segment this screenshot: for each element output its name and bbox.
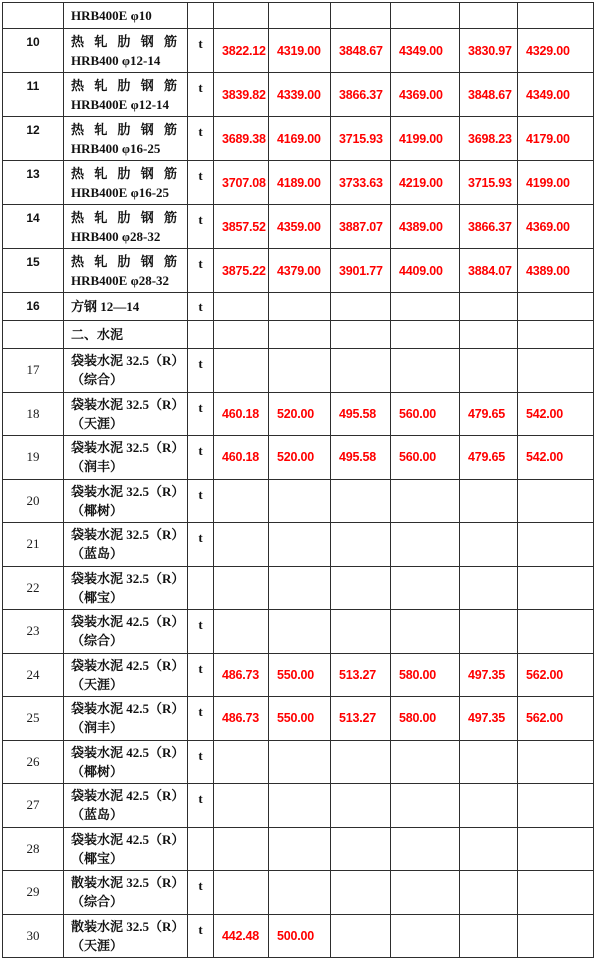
price-cell: 4319.00 bbox=[269, 29, 331, 73]
price-cell bbox=[518, 784, 594, 828]
unit-cell: t bbox=[188, 523, 214, 567]
material-name-line2: （椰树） bbox=[71, 763, 124, 779]
price-cell: 560.00 bbox=[391, 436, 460, 480]
table-row bbox=[3, 567, 594, 611]
price-cell bbox=[518, 480, 594, 524]
unit-cell: t bbox=[188, 205, 214, 249]
row-number: 12 bbox=[3, 117, 64, 161]
material-name bbox=[64, 915, 188, 958]
row-number: 19 bbox=[3, 436, 64, 480]
price-cell: 3848.67 bbox=[460, 73, 518, 117]
unit-cell: t bbox=[188, 117, 214, 161]
material-name-line1: 袋装水泥 42.5（R） bbox=[71, 701, 185, 717]
unit-cell: t bbox=[188, 293, 214, 321]
price-cell bbox=[460, 871, 518, 915]
material-name-line1: 袋装水泥 32.5（R） bbox=[71, 440, 185, 456]
table-row bbox=[3, 293, 594, 321]
price-cell bbox=[391, 741, 460, 785]
price-cell: 486.73 bbox=[214, 654, 269, 698]
material-name-line1: 袋装水泥 42.5（R） bbox=[71, 831, 185, 847]
material-name-line2: （天涯） bbox=[71, 937, 124, 953]
price-cell: 500.00 bbox=[269, 915, 331, 958]
table-row bbox=[3, 654, 594, 698]
unit-cell bbox=[188, 567, 214, 611]
row-number: 17 bbox=[3, 349, 64, 393]
price-cell bbox=[460, 3, 518, 29]
price-cell bbox=[391, 567, 460, 611]
material-name bbox=[64, 654, 188, 698]
price-cell: 3839.82 bbox=[214, 73, 269, 117]
table-row bbox=[3, 393, 594, 437]
price-cell: 3866.37 bbox=[331, 73, 391, 117]
price-cell bbox=[331, 480, 391, 524]
price-cell bbox=[518, 915, 594, 958]
table-row bbox=[3, 915, 594, 958]
price-cell: 3875.22 bbox=[214, 249, 269, 293]
row-number: 13 bbox=[3, 161, 64, 205]
material-name bbox=[64, 117, 188, 161]
table-row bbox=[3, 29, 594, 73]
material-name-line2: HRB400E φ12-14 bbox=[71, 96, 170, 112]
material-name bbox=[64, 3, 188, 29]
row-number: 21 bbox=[3, 523, 64, 567]
table-row bbox=[3, 321, 594, 349]
price-cell bbox=[331, 349, 391, 393]
material-name bbox=[64, 293, 188, 321]
row-number: 15 bbox=[3, 249, 64, 293]
price-cell: 3866.37 bbox=[460, 205, 518, 249]
row-number: 20 bbox=[3, 480, 64, 524]
material-name-line1: 袋装水泥 32.5（R） bbox=[71, 527, 185, 543]
price-cell bbox=[331, 321, 391, 349]
row-number: 27 bbox=[3, 784, 64, 828]
price-cell bbox=[518, 293, 594, 321]
table-row bbox=[3, 610, 594, 654]
price-cell: 3733.63 bbox=[331, 161, 391, 205]
table-row bbox=[3, 249, 594, 293]
price-cell: 4179.00 bbox=[518, 117, 594, 161]
price-cell bbox=[518, 321, 594, 349]
material-name bbox=[64, 436, 188, 480]
price-cell: 550.00 bbox=[269, 697, 331, 741]
price-cell: 4349.00 bbox=[518, 73, 594, 117]
price-cell bbox=[214, 871, 269, 915]
material-name bbox=[64, 567, 188, 611]
price-cell: 4389.00 bbox=[518, 249, 594, 293]
price-cell bbox=[269, 871, 331, 915]
table-row bbox=[3, 3, 594, 29]
price-cell bbox=[331, 871, 391, 915]
row-number: 10 bbox=[3, 29, 64, 73]
price-cell bbox=[391, 523, 460, 567]
material-name-line2: （蓝岛） bbox=[71, 546, 124, 562]
price-cell: 550.00 bbox=[269, 654, 331, 698]
row-number: 18 bbox=[3, 393, 64, 437]
price-cell: 580.00 bbox=[391, 654, 460, 698]
price-cell: 4329.00 bbox=[518, 29, 594, 73]
price-cell bbox=[214, 321, 269, 349]
price-cell bbox=[460, 293, 518, 321]
price-cell bbox=[518, 349, 594, 393]
material-name-line2: （天涯） bbox=[71, 415, 124, 431]
row-number: 26 bbox=[3, 741, 64, 785]
price-cell: 3689.38 bbox=[214, 117, 269, 161]
material-name-line1: 热 轧 肋 钢 筋 bbox=[71, 165, 178, 181]
price-cell bbox=[269, 828, 331, 872]
unit-cell: t bbox=[188, 249, 214, 293]
unit-cell: t bbox=[188, 436, 214, 480]
price-cell: 580.00 bbox=[391, 697, 460, 741]
material-name-line1: 热 轧 肋 钢 筋 bbox=[71, 33, 178, 49]
price-cell bbox=[460, 828, 518, 872]
material-name bbox=[64, 523, 188, 567]
price-cell: 542.00 bbox=[518, 393, 594, 437]
unit-cell bbox=[188, 3, 214, 29]
price-cell: 4169.00 bbox=[269, 117, 331, 161]
material-name-line2: （天涯） bbox=[71, 676, 124, 692]
price-cell bbox=[269, 567, 331, 611]
price-cell bbox=[391, 784, 460, 828]
price-cell: 3857.52 bbox=[214, 205, 269, 249]
unit-cell: t bbox=[188, 697, 214, 741]
material-name bbox=[64, 205, 188, 249]
material-name-line1: 热 轧 肋 钢 筋 bbox=[71, 209, 178, 225]
price-cell: 3884.07 bbox=[460, 249, 518, 293]
price-cell: 3848.67 bbox=[331, 29, 391, 73]
material-name-line1: 袋装水泥 42.5（R） bbox=[71, 657, 185, 673]
material-name-line2: （椰宝） bbox=[71, 589, 124, 605]
price-cell bbox=[269, 480, 331, 524]
material-name bbox=[64, 610, 188, 654]
price-cell: 495.58 bbox=[331, 436, 391, 480]
price-cell: 486.73 bbox=[214, 697, 269, 741]
material-name bbox=[64, 480, 188, 524]
unit-cell: t bbox=[188, 784, 214, 828]
price-cell bbox=[391, 3, 460, 29]
material-name bbox=[64, 741, 188, 785]
table-row bbox=[3, 117, 594, 161]
price-cell bbox=[460, 741, 518, 785]
price-cell: 442.48 bbox=[214, 915, 269, 958]
price-cell bbox=[391, 321, 460, 349]
price-cell bbox=[518, 828, 594, 872]
material-name bbox=[64, 29, 188, 73]
material-name-line2: （蓝岛） bbox=[71, 807, 124, 823]
price-cell: 495.58 bbox=[331, 393, 391, 437]
price-cell: 3887.07 bbox=[331, 205, 391, 249]
price-cell bbox=[331, 523, 391, 567]
material-name-line2: （综合） bbox=[71, 894, 124, 910]
price-cell: 4349.00 bbox=[391, 29, 460, 73]
row-number: 24 bbox=[3, 654, 64, 698]
price-cell: 562.00 bbox=[518, 654, 594, 698]
material-name-line1: 热 轧 肋 钢 筋 bbox=[71, 253, 178, 269]
unit-cell: t bbox=[188, 29, 214, 73]
price-cell bbox=[518, 741, 594, 785]
unit-cell bbox=[188, 828, 214, 872]
unit-cell: t bbox=[188, 349, 214, 393]
price-cell bbox=[391, 915, 460, 958]
material-name bbox=[64, 828, 188, 872]
material-name bbox=[64, 73, 188, 117]
price-cell: 479.65 bbox=[460, 393, 518, 437]
row-number: 14 bbox=[3, 205, 64, 249]
price-cell: 479.65 bbox=[460, 436, 518, 480]
table-row bbox=[3, 784, 594, 828]
price-cell bbox=[391, 871, 460, 915]
material-name-line1: 袋装水泥 32.5（R） bbox=[71, 570, 185, 586]
unit-cell: t bbox=[188, 871, 214, 915]
material-name-line1: 袋装水泥 32.5（R） bbox=[71, 353, 185, 369]
unit-cell: t bbox=[188, 741, 214, 785]
price-cell: 4369.00 bbox=[518, 205, 594, 249]
price-cell bbox=[214, 784, 269, 828]
price-cell bbox=[269, 293, 331, 321]
material-name-line1: 散装水泥 32.5（R） bbox=[71, 918, 185, 934]
price-cell bbox=[331, 741, 391, 785]
table-row bbox=[3, 697, 594, 741]
material-name-line2: （润丰） bbox=[71, 459, 124, 475]
material-name-line2: HRB400E φ16-25 bbox=[71, 184, 170, 200]
price-cell bbox=[391, 293, 460, 321]
price-cell bbox=[214, 293, 269, 321]
table-row bbox=[3, 480, 594, 524]
price-cell bbox=[460, 480, 518, 524]
price-cell: 3822.12 bbox=[214, 29, 269, 73]
material-name bbox=[64, 349, 188, 393]
row-number: 30 bbox=[3, 915, 64, 958]
price-cell bbox=[518, 871, 594, 915]
unit-cell: t bbox=[188, 654, 214, 698]
price-cell bbox=[331, 784, 391, 828]
material-name-line1: 袋装水泥 42.5（R） bbox=[71, 744, 185, 760]
material-name-line2: （椰树） bbox=[71, 502, 124, 518]
price-cell: 4199.00 bbox=[518, 161, 594, 205]
material-name bbox=[64, 393, 188, 437]
price-cell: 4409.00 bbox=[391, 249, 460, 293]
price-cell bbox=[391, 349, 460, 393]
unit-cell: t bbox=[188, 393, 214, 437]
price-cell: 513.27 bbox=[331, 697, 391, 741]
price-cell: 3715.93 bbox=[460, 161, 518, 205]
material-name-line2: （椰宝） bbox=[71, 850, 124, 866]
price-cell bbox=[214, 828, 269, 872]
row-number: 28 bbox=[3, 828, 64, 872]
price-cell: 513.27 bbox=[331, 654, 391, 698]
row-number: 16 bbox=[3, 293, 64, 321]
unit-cell: t bbox=[188, 73, 214, 117]
price-cell bbox=[214, 3, 269, 29]
price-cell bbox=[391, 828, 460, 872]
unit-cell: t bbox=[188, 915, 214, 958]
table-row bbox=[3, 205, 594, 249]
price-cell: 520.00 bbox=[269, 436, 331, 480]
material-name-line1: 袋装水泥 42.5（R） bbox=[71, 788, 185, 804]
price-cell bbox=[214, 349, 269, 393]
material-name bbox=[64, 871, 188, 915]
price-cell bbox=[269, 349, 331, 393]
unit-cell bbox=[188, 321, 214, 349]
row-number: 25 bbox=[3, 697, 64, 741]
price-cell bbox=[331, 567, 391, 611]
row-number: 29 bbox=[3, 871, 64, 915]
price-cell: 4369.00 bbox=[391, 73, 460, 117]
price-cell: 4389.00 bbox=[391, 205, 460, 249]
price-cell bbox=[391, 610, 460, 654]
price-cell: 4189.00 bbox=[269, 161, 331, 205]
material-name bbox=[64, 697, 188, 741]
price-cell bbox=[518, 523, 594, 567]
material-name-line1: 袋装水泥 42.5（R） bbox=[71, 614, 185, 630]
price-cell: 542.00 bbox=[518, 436, 594, 480]
material-name-line1: 热 轧 肋 钢 筋 bbox=[71, 77, 178, 93]
price-cell: 4379.00 bbox=[269, 249, 331, 293]
table-row bbox=[3, 523, 594, 567]
price-cell: 460.18 bbox=[214, 393, 269, 437]
material-name-line1: 袋装水泥 32.5（R） bbox=[71, 396, 185, 412]
material-name-line2: （润丰） bbox=[71, 720, 124, 736]
row-number: 23 bbox=[3, 610, 64, 654]
price-cell bbox=[269, 3, 331, 29]
price-cell bbox=[214, 741, 269, 785]
table-row bbox=[3, 161, 594, 205]
material-name-line1: 散装水泥 32.5（R） bbox=[71, 875, 185, 891]
price-cell: 4219.00 bbox=[391, 161, 460, 205]
row-number bbox=[3, 3, 64, 29]
price-cell bbox=[460, 349, 518, 393]
price-cell bbox=[391, 480, 460, 524]
price-cell: 3830.97 bbox=[460, 29, 518, 73]
table-row bbox=[3, 436, 594, 480]
price-cell bbox=[460, 610, 518, 654]
row-number: 22 bbox=[3, 567, 64, 611]
price-cell bbox=[460, 784, 518, 828]
price-cell bbox=[518, 610, 594, 654]
price-cell bbox=[460, 567, 518, 611]
price-cell bbox=[331, 3, 391, 29]
price-cell bbox=[331, 828, 391, 872]
price-cell bbox=[214, 567, 269, 611]
table-row bbox=[3, 741, 594, 785]
material-name-line2: HRB400 φ12-14 bbox=[71, 52, 161, 68]
price-cell: 460.18 bbox=[214, 436, 269, 480]
price-cell bbox=[269, 321, 331, 349]
material-price-table bbox=[2, 2, 594, 958]
material-name bbox=[64, 249, 188, 293]
price-cell: 562.00 bbox=[518, 697, 594, 741]
material-name-line1: 袋装水泥 32.5（R） bbox=[71, 483, 185, 499]
material-name bbox=[64, 321, 188, 349]
price-cell bbox=[460, 321, 518, 349]
row-number bbox=[3, 321, 64, 349]
material-name-line1: 二、水泥 bbox=[71, 327, 124, 342]
price-cell: 497.35 bbox=[460, 697, 518, 741]
price-cell bbox=[214, 523, 269, 567]
price-cell bbox=[269, 784, 331, 828]
price-cell: 560.00 bbox=[391, 393, 460, 437]
price-cell bbox=[214, 610, 269, 654]
price-cell bbox=[269, 523, 331, 567]
table-row bbox=[3, 349, 594, 393]
unit-cell: t bbox=[188, 480, 214, 524]
price-cell: 497.35 bbox=[460, 654, 518, 698]
material-name bbox=[64, 784, 188, 828]
price-cell bbox=[269, 741, 331, 785]
price-cell bbox=[331, 293, 391, 321]
material-name-line2: HRB400E φ28-32 bbox=[71, 272, 170, 288]
price-cell: 4359.00 bbox=[269, 205, 331, 249]
price-cell: 3715.93 bbox=[331, 117, 391, 161]
material-name-line1: 热 轧 肋 钢 筋 bbox=[71, 121, 178, 137]
price-cell bbox=[269, 610, 331, 654]
table-row bbox=[3, 73, 594, 117]
price-cell: 4339.00 bbox=[269, 73, 331, 117]
price-cell: 3707.08 bbox=[214, 161, 269, 205]
price-cell bbox=[331, 915, 391, 958]
unit-cell: t bbox=[188, 610, 214, 654]
material-name-line1: 方钢 12—14 bbox=[71, 299, 140, 314]
price-cell bbox=[460, 915, 518, 958]
table-row bbox=[3, 828, 594, 872]
material-name-line2: （综合） bbox=[71, 372, 124, 388]
price-cell: 3901.77 bbox=[331, 249, 391, 293]
material-name-line2: HRB400 φ28-32 bbox=[71, 228, 161, 244]
price-cell: 3698.23 bbox=[460, 117, 518, 161]
row-number: 11 bbox=[3, 73, 64, 117]
price-cell bbox=[331, 610, 391, 654]
price-cell: 520.00 bbox=[269, 393, 331, 437]
material-name-line2: （综合） bbox=[71, 633, 124, 649]
price-cell bbox=[214, 480, 269, 524]
price-cell: 4199.00 bbox=[391, 117, 460, 161]
price-cell bbox=[460, 523, 518, 567]
unit-cell: t bbox=[188, 161, 214, 205]
price-cell bbox=[518, 567, 594, 611]
material-name-line2: HRB400 φ16-25 bbox=[71, 140, 161, 156]
table-row bbox=[3, 871, 594, 915]
material-name-line2: HRB400E φ10 bbox=[71, 8, 152, 23]
price-cell bbox=[518, 3, 594, 29]
material-name bbox=[64, 161, 188, 205]
